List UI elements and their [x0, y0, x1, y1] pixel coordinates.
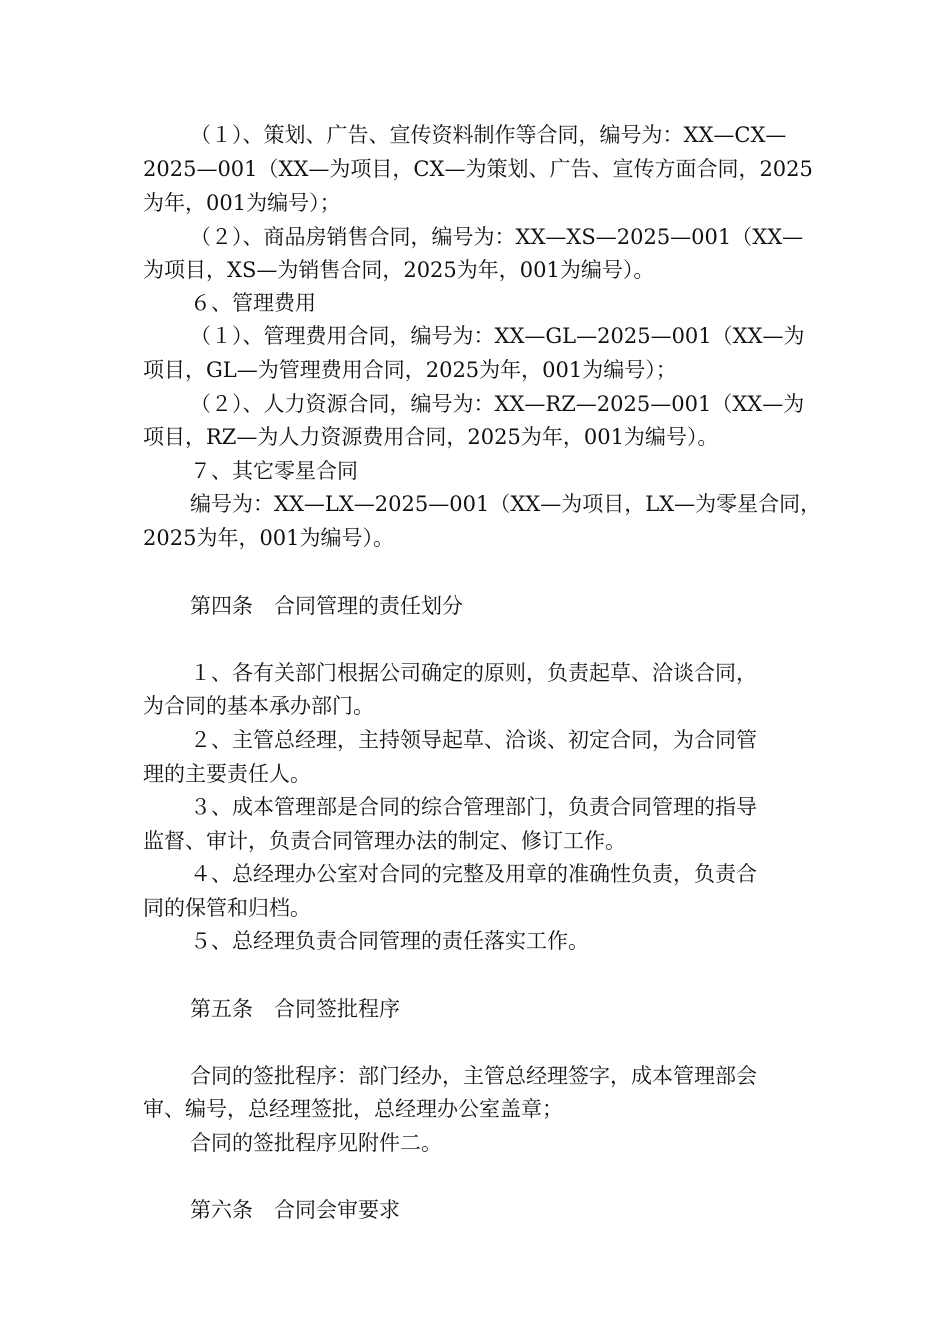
text-line: １、各有关部门根据公司确定的原则，负责起草、洽谈合同， — [190, 661, 757, 685]
text-line: 合同的签批程序见附件二。 — [190, 1131, 442, 1155]
text-line: 项目，GL—为管理费用合同，2025为年，001为编号）； — [143, 358, 677, 382]
text-line: 为合同的基本承办部门。 — [143, 694, 374, 718]
text-line: 为年，001为编号）； — [143, 191, 341, 215]
text-line: 审、编号，总经理签批，总经理办公室盖章； — [143, 1097, 563, 1121]
text-line: ５、总经理负责合同管理的责任落实工作。 — [190, 929, 589, 953]
article-heading: 第六条 合同会审要求 — [190, 1198, 400, 1222]
article-heading: 第四条 合同管理的责任划分 — [190, 594, 463, 618]
article-heading: 第五条 合同签批程序 — [190, 997, 400, 1021]
text-line: 合同的签批程序：部门经办，主管总经理签字，成本管理部会 — [190, 1064, 757, 1088]
text-line: ３、成本管理部是合同的综合管理部门，负责合同管理的指导 — [190, 795, 757, 819]
text-line: 2025为年，001为编号）。 — [143, 526, 395, 550]
section-heading: ７、其它零星合同 — [190, 459, 358, 483]
text-line: ２、主管总经理，主持领导起草、洽谈、初定合同，为合同管 — [190, 728, 757, 752]
text-line: 编号为：XX—LX—2025—001（XX—为项目，LX—为零星合同， — [190, 492, 822, 516]
text-line: （２）、人力资源合同，编号为：XX—RZ—2025—001（XX—为 — [190, 392, 805, 416]
text-line: （２）、商品房销售合同，编号为：XX—XS—2025—001（XX— — [190, 225, 804, 249]
text-line: ４、总经理办公室对合同的完整及用章的准确性负责，负责合 — [190, 862, 757, 886]
text-line: 同的保管和归档。 — [143, 896, 311, 920]
text-line: （１）、策划、广告、宣传资料制作等合同，编号为：XX—CX— — [190, 123, 787, 147]
text-line: （１）、管理费用合同，编号为：XX—GL—2025—001（XX—为 — [190, 324, 805, 348]
text-line: 理的主要责任人。 — [143, 762, 311, 786]
text-line: 项目，RZ—为人力资源费用合同，2025为年，001为编号）。 — [143, 425, 719, 449]
text-line: 为项目，XS—为销售合同，2025为年，001为编号）。 — [143, 258, 655, 282]
section-heading: ６、管理费用 — [190, 291, 316, 315]
text-line: 2025—001（XX—为项目，CX—为策划、广告、宣传方面合同，2025 — [143, 157, 813, 181]
text-line: 监督、审计，负责合同管理办法的制定、修订工作。 — [143, 829, 626, 853]
